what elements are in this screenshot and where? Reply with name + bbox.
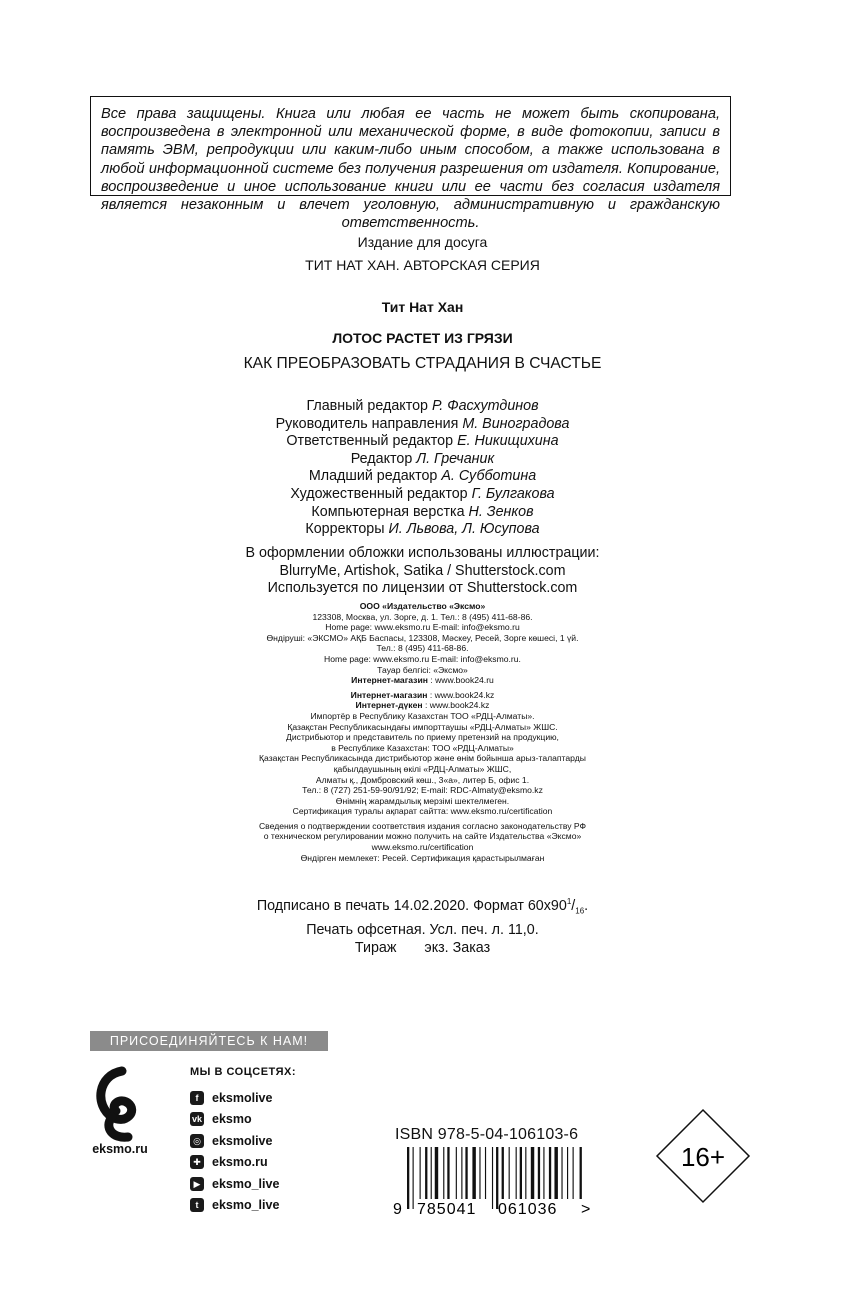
credit-name: А. Субботина: [441, 468, 537, 485]
illustrations-line: Используется по лицензии от Shutterstock.com: [267, 580, 578, 597]
book-title: ЛОТОС РАСТЕТ ИЗ ГРЯЗИ: [332, 330, 513, 346]
credit-role: Ответственный редактор: [286, 433, 454, 450]
barcode-bar: [420, 1147, 421, 1199]
publisher-line: Қазақстан Республикасындағы импорттаушы «РДЦ-Алматы» ЖШС.: [287, 721, 558, 732]
barcode-bar: [520, 1147, 522, 1199]
credit-role: Художественный редактор: [290, 485, 468, 502]
credit-name: Н. Зенков: [468, 503, 534, 520]
credit-name: Л. Гречаник: [416, 450, 495, 467]
vk-icon: vk: [191, 1114, 202, 1125]
series-name: ТИТ НАТ ХАН. АВТОРСКАЯ СЕРИЯ: [305, 257, 540, 273]
barcode-bar: [472, 1147, 475, 1199]
facebook-icon: f: [190, 1091, 204, 1105]
barcode-bar: [509, 1147, 510, 1199]
publisher-line: Сведения о подтверждении соответствия издания согласно законодательству РФ: [258, 820, 587, 831]
twitter-icon: t: [190, 1198, 204, 1212]
credit-role: Компьютерная верстка: [311, 503, 465, 520]
barcode-bar: [479, 1147, 480, 1199]
credit-role: Младший редактор: [308, 468, 438, 485]
publisher-line: Home page: www.eksmo.ru E-mail: info@eksmo.ru: [325, 622, 520, 633]
eksmo-site-label: eksmo.ru: [92, 1142, 148, 1156]
credit-line: [0, 433, 845, 451]
social-item: [190, 1087, 279, 1109]
social-item: [190, 1173, 279, 1195]
barcode-bar: [443, 1147, 444, 1199]
publisher-info: [0, 601, 845, 863]
barcode-bar: [461, 1147, 462, 1199]
barcode-bar: [447, 1147, 449, 1199]
social-label: eksmo_live: [212, 1176, 280, 1191]
barcode-bar: [496, 1147, 498, 1209]
barcode-digit-prefix: 9: [393, 1201, 402, 1218]
publisher-line: Өндірген мемлекет: Ресей. Сертификация қарастырылмаған: [300, 852, 545, 863]
publisher-line: Сертификация туралы ақпарат сайтта: www.eksmo.ru/certification: [292, 806, 553, 817]
credit-role: Главный редактор: [306, 398, 428, 414]
publisher-line: Интернет-магазин : www.book24.kz: [350, 689, 495, 700]
publisher-line: Тел.: 8 (727) 251-59-90/91/92; E-mail: RDC-Almaty@eksmo.kz: [302, 785, 543, 796]
credit-name: Е. Никищихина: [457, 433, 559, 450]
social-label: eksmolive: [212, 1090, 273, 1105]
social-list: [190, 1087, 279, 1216]
printing-line-3: Тираж экз. Заказ: [354, 939, 491, 956]
publisher-line: Импортёр в Республику Казахстан ТОО «РДЦ-Алматы».: [310, 710, 535, 721]
barcode-bar: [435, 1147, 438, 1199]
publisher-line: www.eksmo.ru/certification: [371, 842, 474, 853]
publisher-line: ООО «Издательство «Эксмо»: [359, 601, 486, 611]
barcode-bar: [543, 1147, 544, 1199]
social-item: [190, 1152, 279, 1174]
publisher-line: Өндіруші: «ЭКСМО» АҚБ Баспасы, 123308, Мәскеу, Ресей, Зорге көшесі, 1 үй.: [266, 632, 579, 643]
printing-info: [0, 893, 845, 957]
age-rating-badge: [655, 1108, 751, 1204]
credit-line: [0, 451, 845, 469]
publisher-line: Home page: www.eksmo.ru E-mail: info@eksmo.ru.: [324, 653, 521, 664]
barcode-bar: [549, 1147, 551, 1199]
barcode-bar: [554, 1147, 557, 1199]
barcode-bar: [525, 1147, 526, 1199]
eksmo-site-icon: ✚: [190, 1155, 204, 1169]
publisher-line: Дистрибьютор и представитель по приему претензий на продукцию,: [286, 732, 559, 743]
credit-line: [0, 521, 845, 539]
social-label: eksmolive: [212, 1133, 273, 1148]
credit-name: Г. Булгакова: [471, 485, 555, 502]
isbn-barcode: [393, 1147, 608, 1219]
youtube-icon: ▶: [190, 1177, 204, 1191]
illustrations-line: В оформлении обложки использованы иллюстрации:: [245, 545, 600, 561]
social-item: [190, 1130, 279, 1152]
credits-list: [0, 398, 845, 539]
barcode-bar: [465, 1147, 467, 1199]
social-item: [190, 1195, 279, 1217]
social-label: eksmo_live: [212, 1198, 280, 1213]
barcode-bar: [431, 1147, 432, 1199]
author-name: Тит Нат Хан: [381, 299, 464, 315]
edition-type: Издание для досуга: [357, 234, 488, 250]
isbn-label: ISBN 978-5-04-106103-6: [395, 1126, 579, 1143]
credit-line: [0, 468, 845, 486]
credit-line: [0, 504, 845, 522]
barcode-bar: [407, 1147, 409, 1209]
copyright-notice: Все права защищены. Книга или любая ее часть не может быть скопирована, воспроизведена в электронной или механической форме, в виде фотокопии, записи в память ЭВМ, репродукции или каким-либо иным способом, а также использована в любой информационной системе без получения разрешения от издателя. Копирование, воспроизведение и иное использование книги или ее части без согласия издателя является незаконным и влечет уголовную, административную и гражданскую ответственность.: [90, 96, 731, 196]
book-subtitle: КАК ПРЕОБРАЗОВАТЬ СТРАДАНИЯ В СЧАСТЬЕ: [243, 355, 602, 372]
barcode-digits-right: 061036: [498, 1201, 558, 1218]
publisher-line: Тауар белгісі: «Эксмо»: [377, 664, 468, 675]
publisher-line: о техническом регулировании можно получить на сайте Издательства «Эксмо»: [263, 831, 582, 842]
social-label: eksmo.ru: [212, 1155, 268, 1170]
barcode-digit-suffix: >: [581, 1201, 591, 1218]
barcode-digits-left: 785041: [417, 1201, 477, 1218]
illustrations-credit: [0, 545, 845, 598]
join-us-banner: ПРИСОЕДИНЯЙТЕСЬ К НАМ!: [90, 1031, 328, 1051]
barcode-bar: [425, 1147, 427, 1199]
credit-line: [0, 416, 845, 434]
publisher-line: Өнімнің жарамдылық мерзімі шектелмеген.: [335, 795, 510, 806]
barcode-bar: [567, 1147, 568, 1199]
social-item: [190, 1109, 279, 1131]
age-rating-label: 16+: [680, 1142, 726, 1172]
publisher-line: қабылдаушының өкілі «РДЦ-Алматы» ЖШС,: [333, 763, 512, 774]
publisher-line: Алматы қ., Домбровский көш., 3«а», литер Б, офис 1.: [315, 774, 530, 785]
barcode-bar: [456, 1147, 457, 1199]
barcode-bar: [561, 1147, 562, 1199]
barcode-bar: [413, 1147, 414, 1209]
publisher-line: Тел.: 8 (495) 411-68-86.: [376, 643, 469, 654]
publisher-line: Интернет-магазин : www.book24.ru: [351, 675, 494, 686]
barcode-bar: [516, 1147, 517, 1199]
credit-role: Редактор: [350, 450, 413, 467]
credit-role: Корректоры: [305, 521, 385, 538]
credit-name: М. Виноградова: [462, 415, 570, 432]
instagram-icon: ◎: [190, 1134, 204, 1148]
credit-line: [0, 398, 845, 416]
credit-role: Руководитель направления: [275, 415, 459, 432]
printing-line-1: Подписано в печать 14.02.2020. Формат $60x90^1/_{16}$.: [256, 897, 589, 916]
printing-line-2: Печать офсетная. Усл. печ. л. 11,0.: [306, 921, 539, 938]
barcode-bar: [580, 1147, 582, 1199]
social-label: eksmo: [212, 1112, 252, 1127]
eksmo-logo-icon: [82, 1065, 162, 1145]
social-heading: МЫ В СОЦСЕТЯХ:: [190, 1066, 297, 1078]
barcode-bar: [573, 1147, 574, 1199]
barcode-bar: [538, 1147, 540, 1199]
publisher-line: Интернет-дүкен : www.book24.kz: [355, 700, 490, 711]
publisher-line: Қазақстан Республикасында дистрибьютор және өнім бойынша арыз-талаптарды: [259, 753, 586, 764]
illustrations-line: BlurryMe, Artishok, Satika / Shutterstock.com: [279, 562, 566, 579]
barcode-bar: [531, 1147, 534, 1199]
barcode-bar: [485, 1147, 486, 1199]
credit-name: И. Львова, Л. Юсупова: [388, 521, 540, 538]
publisher-line: 123308, Москва, ул. Зорге, д. 1. Тел.: 8 (495) 411-68-86.: [312, 611, 533, 622]
credit-line: [0, 486, 845, 504]
publisher-line: в Республике Казахстан: ТОО «РДЦ-Алматы»: [331, 742, 514, 753]
barcode-bar: [492, 1147, 493, 1209]
barcode-bar: [502, 1147, 504, 1199]
credit-name: Р. Фасхутдинов: [431, 398, 539, 414]
